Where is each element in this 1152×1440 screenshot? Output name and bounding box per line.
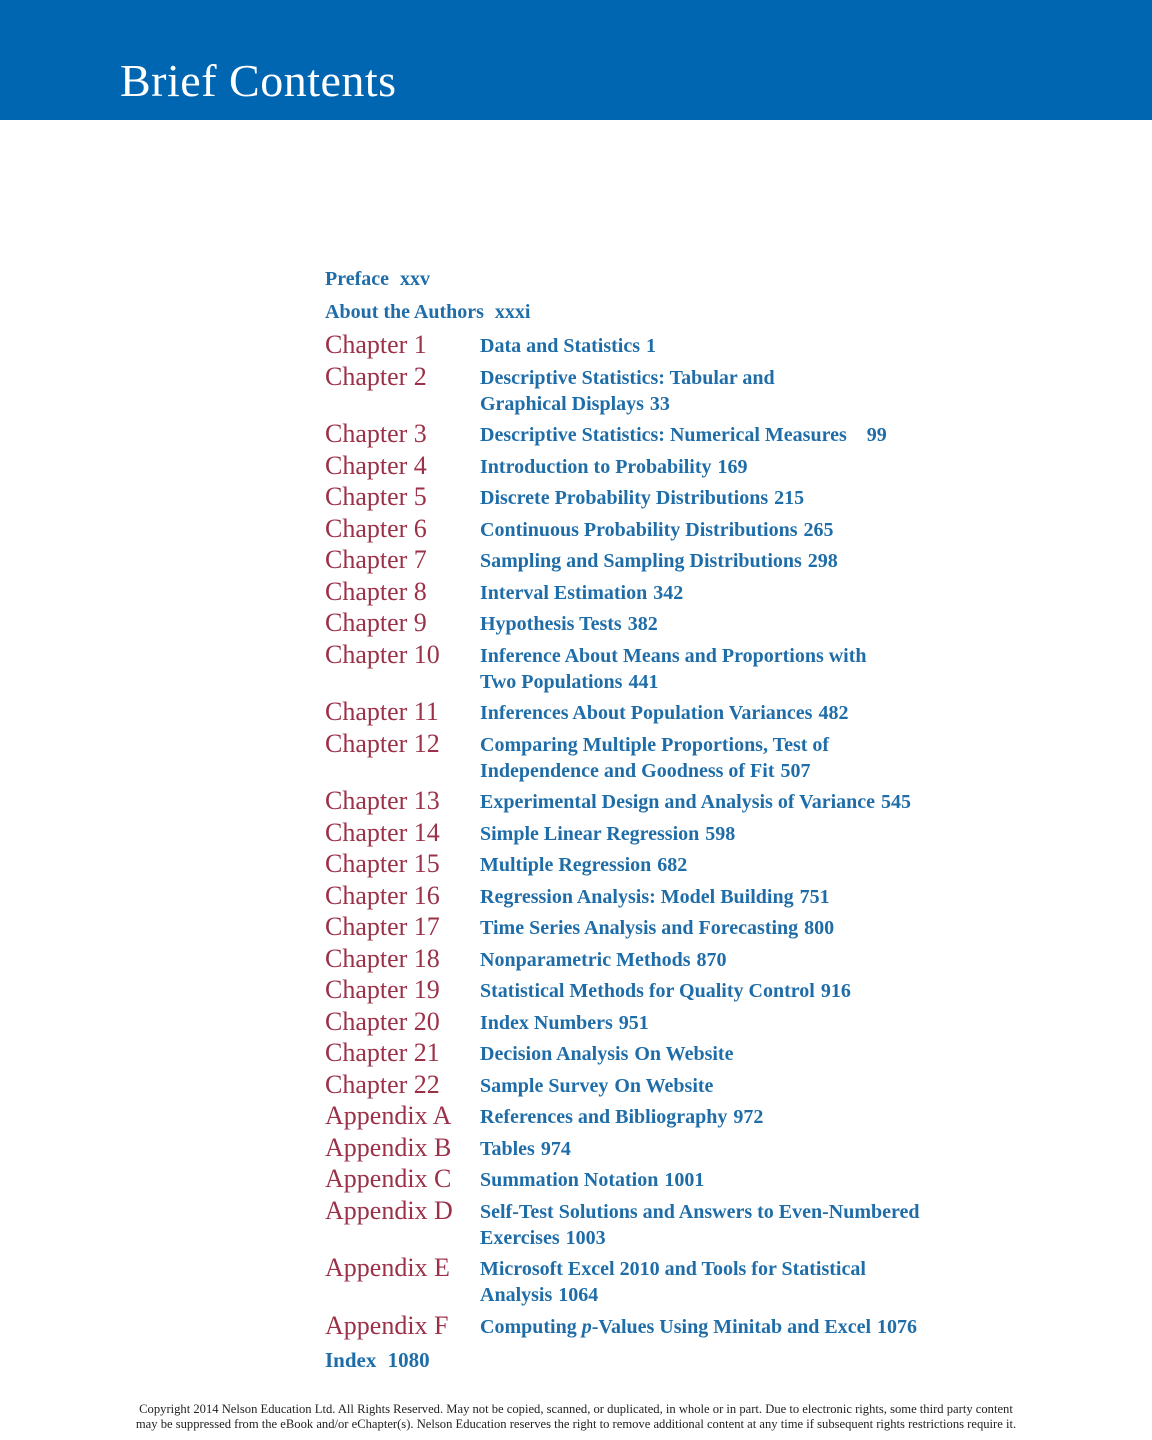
toc-entry[interactable] — [325, 609, 1085, 641]
toc-entry-page: 951 — [618, 1011, 649, 1034]
toc-entry-title-continued: Exercises — [480, 1226, 560, 1249]
toc-entry-label: Chapter 5 — [325, 482, 427, 511]
toc-entry[interactable] — [325, 1008, 1085, 1040]
toc-entry[interactable] — [325, 850, 1085, 882]
toc-entry-title: Decision Analysis — [480, 1043, 629, 1065]
toc-entry-page: xxxi — [494, 301, 531, 323]
toc-entry-description — [480, 483, 804, 511]
toc-entry-title: Simple Linear Regression — [480, 822, 700, 845]
toc-entry-label: Appendix D — [325, 1195, 453, 1225]
toc-entry-page: 972 — [733, 1106, 764, 1128]
toc-entry-page: On Website — [614, 1074, 714, 1097]
toc-entry[interactable] — [325, 698, 1085, 730]
toc-entry-title-italic: p — [581, 1315, 592, 1338]
toc-entry-title-continued: Analysis — [480, 1284, 553, 1306]
toc-entry-page: xxv — [400, 268, 431, 290]
toc-entry-title: About the Authors — [325, 301, 484, 323]
toc-entry-title-continued: Graphical Displays — [480, 392, 644, 415]
toc-entry-description — [480, 698, 848, 726]
toc-entry-label: Chapter 15 — [325, 849, 440, 878]
toc-entry[interactable] — [325, 787, 1085, 819]
toc-entry[interactable] — [325, 976, 1085, 1008]
toc-entry-page: 1003 — [565, 1226, 606, 1249]
toc-entry-label: Chapter 1 — [325, 330, 427, 359]
toc-entry-page: 169 — [717, 455, 748, 478]
toc-entry-title: Experimental Design and Analysis of Variance — [480, 791, 876, 813]
toc-entry-title: Sampling and Sampling Distributions — [480, 550, 802, 572]
toc-entry-description — [480, 363, 775, 417]
toc-entry-description — [480, 331, 656, 359]
toc-entry-label: Chapter 13 — [325, 786, 440, 815]
toc-entry-description — [480, 641, 867, 695]
toc-entry-title: Index Numbers — [480, 1011, 613, 1034]
toc-entry-page: 99 — [866, 424, 887, 446]
toc-entry-page: 1076 — [877, 1315, 918, 1338]
toc-entry-title-continued: Independence and Goodness of Fit — [480, 759, 775, 782]
toc-entry[interactable] — [325, 1039, 1085, 1071]
table-of-contents — [325, 266, 1085, 1374]
toc-entry-page: 215 — [774, 487, 805, 509]
toc-entry[interactable] — [325, 819, 1085, 851]
toc-entry-page: 1 — [646, 335, 657, 357]
toc-entry-label: Chapter 16 — [325, 880, 440, 910]
toc-entry[interactable] — [325, 515, 1085, 547]
toc-entry-title: Self-Test Solutions and Answers to Even-Numbered — [480, 1200, 920, 1223]
toc-entry-page: 1080 — [387, 1348, 430, 1372]
toc-entry-page: On Website — [634, 1043, 734, 1065]
toc-entry[interactable] — [325, 641, 1085, 699]
toc-entry-page: 1064 — [558, 1284, 599, 1306]
toc-entry-label: Chapter 22 — [325, 1069, 440, 1099]
toc-entry-description — [480, 546, 838, 574]
toc-entry[interactable] — [325, 1165, 1085, 1197]
toc-entry[interactable] — [325, 452, 1085, 484]
copyright-line-2: may be suppressed from the eBook and/or eChapter(s). Nelson Education reserves the right to remove additional content at any time if subsequent rights restrictions require it. — [135, 1417, 1017, 1431]
toc-entry-description — [480, 787, 911, 815]
toc-entry-title: Continuous Probability Distributions — [480, 518, 798, 541]
toc-entry-title: Nonparametric Methods — [480, 948, 691, 971]
toc-entry-description — [480, 1102, 763, 1130]
toc-entry[interactable] — [325, 1102, 1085, 1134]
toc-entry-label: Chapter 6 — [325, 513, 427, 543]
toc-entry-description — [480, 1008, 649, 1036]
toc-entry[interactable] — [325, 1071, 1085, 1103]
toc-entry-label: Chapter 12 — [325, 728, 440, 758]
toc-entry-description — [480, 913, 834, 941]
toc-entry[interactable] — [325, 1254, 1085, 1312]
toc-entry-title: Summation Notation — [480, 1169, 659, 1191]
toc-entry-label: Appendix C — [325, 1164, 452, 1193]
toc-entry-label: Appendix E — [325, 1253, 450, 1282]
copyright-line-1: Copyright 2014 Nelson Education Ltd. All Rights Reserved. May not be copied, scanned, or duplicated, in whole or in part. Due to electronic rights, some third party content — [139, 1402, 1013, 1416]
toc-entry-label: Chapter 9 — [325, 608, 427, 637]
toc-entry-title: Inference About Means and Proportions with — [480, 644, 867, 667]
toc-entry-preface[interactable] — [325, 266, 1085, 299]
toc-entry-label: Chapter 14 — [325, 817, 440, 847]
toc-entry-label: Chapter 10 — [325, 639, 440, 669]
toc-entry-page: 974 — [540, 1137, 571, 1160]
toc-entry-page: 1001 — [664, 1169, 705, 1191]
chapter-list — [325, 331, 1085, 1343]
toc-entry[interactable] — [325, 945, 1085, 977]
toc-entry-label: Appendix B — [325, 1132, 452, 1162]
toc-entry-title: Discrete Probability Distributions — [480, 487, 769, 509]
toc-entry-label: Chapter 17 — [325, 912, 440, 941]
toc-entry-title: Multiple Regression — [480, 854, 652, 876]
toc-entry-label: Chapter 19 — [325, 975, 440, 1004]
toc-entry-description — [480, 1071, 713, 1099]
toc-entry-description — [480, 452, 748, 480]
toc-entry-label: Chapter 2 — [325, 361, 427, 391]
toc-entry-title: Tables — [480, 1137, 535, 1160]
toc-entry-description — [480, 609, 658, 637]
toc-entry-description — [480, 515, 834, 543]
copyright-footer — [0, 1402, 1152, 1432]
toc-entry-title: Introduction to Probability — [480, 455, 712, 478]
toc-entry-description — [480, 1254, 866, 1308]
toc-entry-description — [480, 730, 829, 784]
toc-entry[interactable] — [325, 1312, 1085, 1344]
toc-entry-title: Descriptive Statistics: Numerical Measures — [480, 424, 847, 446]
toc-entry-index[interactable] — [325, 1346, 1085, 1374]
toc-entry-page: 441 — [628, 670, 659, 693]
toc-entry-label: Chapter 3 — [325, 419, 427, 448]
toc-entry-label: Chapter 18 — [325, 943, 440, 973]
toc-entry-description — [480, 1197, 920, 1251]
toc-entry[interactable] — [325, 882, 1085, 914]
toc-entry-page: 482 — [818, 702, 849, 724]
toc-entry-label: Chapter 4 — [325, 450, 427, 480]
toc-entry[interactable] — [325, 1134, 1085, 1166]
toc-entry-title: Inferences About Population Variances — [480, 702, 813, 724]
toc-entry-description — [480, 819, 735, 847]
toc-entry[interactable] — [325, 1197, 1085, 1255]
toc-entry-page: 298 — [807, 550, 838, 572]
toc-entry-page: 33 — [649, 392, 670, 415]
toc-entry-description — [480, 578, 683, 606]
toc-entry-description — [480, 850, 687, 878]
toc-entry-label: Chapter 7 — [325, 545, 427, 574]
toc-entry-title: Comparing Multiple Proportions, Test of — [480, 733, 830, 756]
toc-entry-page: 382 — [627, 613, 658, 635]
toc-entry[interactable] — [325, 331, 1085, 363]
toc-entry-page: 265 — [803, 518, 834, 541]
toc-entry-label: Appendix A — [325, 1101, 452, 1130]
toc-entry-page: 507 — [780, 759, 811, 782]
toc-entry-page: 598 — [705, 822, 736, 845]
header-banner — [0, 0, 1152, 120]
toc-entry-description — [480, 1165, 704, 1193]
toc-entry[interactable] — [325, 483, 1085, 515]
toc-entry-description — [480, 945, 727, 973]
toc-entry-description — [480, 1134, 571, 1162]
toc-entry-title: Sample Survey — [480, 1074, 609, 1097]
toc-entry-page: 751 — [799, 885, 830, 908]
toc-entry-title: -Values Using Minitab and Excel — [591, 1315, 872, 1338]
toc-entry-title: Regression Analysis: Model Building — [480, 885, 794, 908]
toc-entry-title: Interval Estimation — [480, 581, 648, 604]
toc-entry-title-prefix: Computing — [480, 1315, 582, 1338]
toc-entry-label: Appendix F — [325, 1310, 449, 1340]
toc-entry[interactable] — [325, 730, 1085, 788]
toc-entry-label: Chapter 20 — [325, 1006, 440, 1036]
toc-entry-label: Chapter 8 — [325, 576, 427, 606]
toc-entry-description — [480, 1312, 917, 1340]
toc-entry-page: 916 — [820, 980, 851, 1002]
page-title: Brief Contents — [120, 55, 397, 106]
toc-entry[interactable] — [325, 363, 1085, 421]
toc-entry-title: Time Series Analysis and Forecasting — [480, 917, 799, 939]
toc-entry-page: 545 — [881, 791, 912, 813]
toc-entry-title-line2 — [480, 1225, 920, 1251]
toc-entry[interactable] — [325, 420, 1085, 452]
toc-entry-title: Preface — [325, 268, 390, 290]
toc-entry[interactable] — [325, 578, 1085, 610]
toc-entry-title-line2 — [480, 1282, 866, 1308]
toc-entry-title: Microsoft Excel 2010 and Tools for Statistical — [480, 1258, 866, 1280]
toc-entry-page: 342 — [653, 581, 684, 604]
toc-entry-title: Index — [325, 1348, 377, 1372]
toc-entry-title: Statistical Methods for Quality Control — [480, 980, 815, 1002]
toc-entry-description — [480, 882, 830, 910]
toc-entry-description — [480, 976, 851, 1004]
toc-entry-description — [480, 1039, 733, 1067]
toc-entry[interactable] — [325, 913, 1085, 945]
toc-entry-title-line2 — [480, 758, 829, 784]
toc-entry-title: Descriptive Statistics: Tabular and — [480, 366, 775, 389]
toc-entry-title-line2 — [480, 391, 775, 417]
toc-entry-label: Chapter 11 — [325, 697, 439, 726]
toc-entry-page: 682 — [657, 854, 688, 876]
toc-entry-page: 800 — [804, 917, 835, 939]
toc-entry-about-authors[interactable] — [325, 299, 1085, 331]
toc-entry-title: Data and Statistics — [480, 335, 641, 357]
toc-entry-title-line2 — [480, 669, 867, 695]
toc-entry-title-continued: Two Populations — [480, 670, 623, 693]
toc-entry-title: References and Bibliography — [480, 1106, 728, 1128]
toc-entry[interactable] — [325, 546, 1085, 578]
toc-entry-page: 870 — [696, 948, 727, 971]
toc-entry-description — [480, 420, 887, 448]
toc-entry-title: Hypothesis Tests — [480, 613, 622, 635]
toc-entry-label: Chapter 21 — [325, 1038, 440, 1067]
